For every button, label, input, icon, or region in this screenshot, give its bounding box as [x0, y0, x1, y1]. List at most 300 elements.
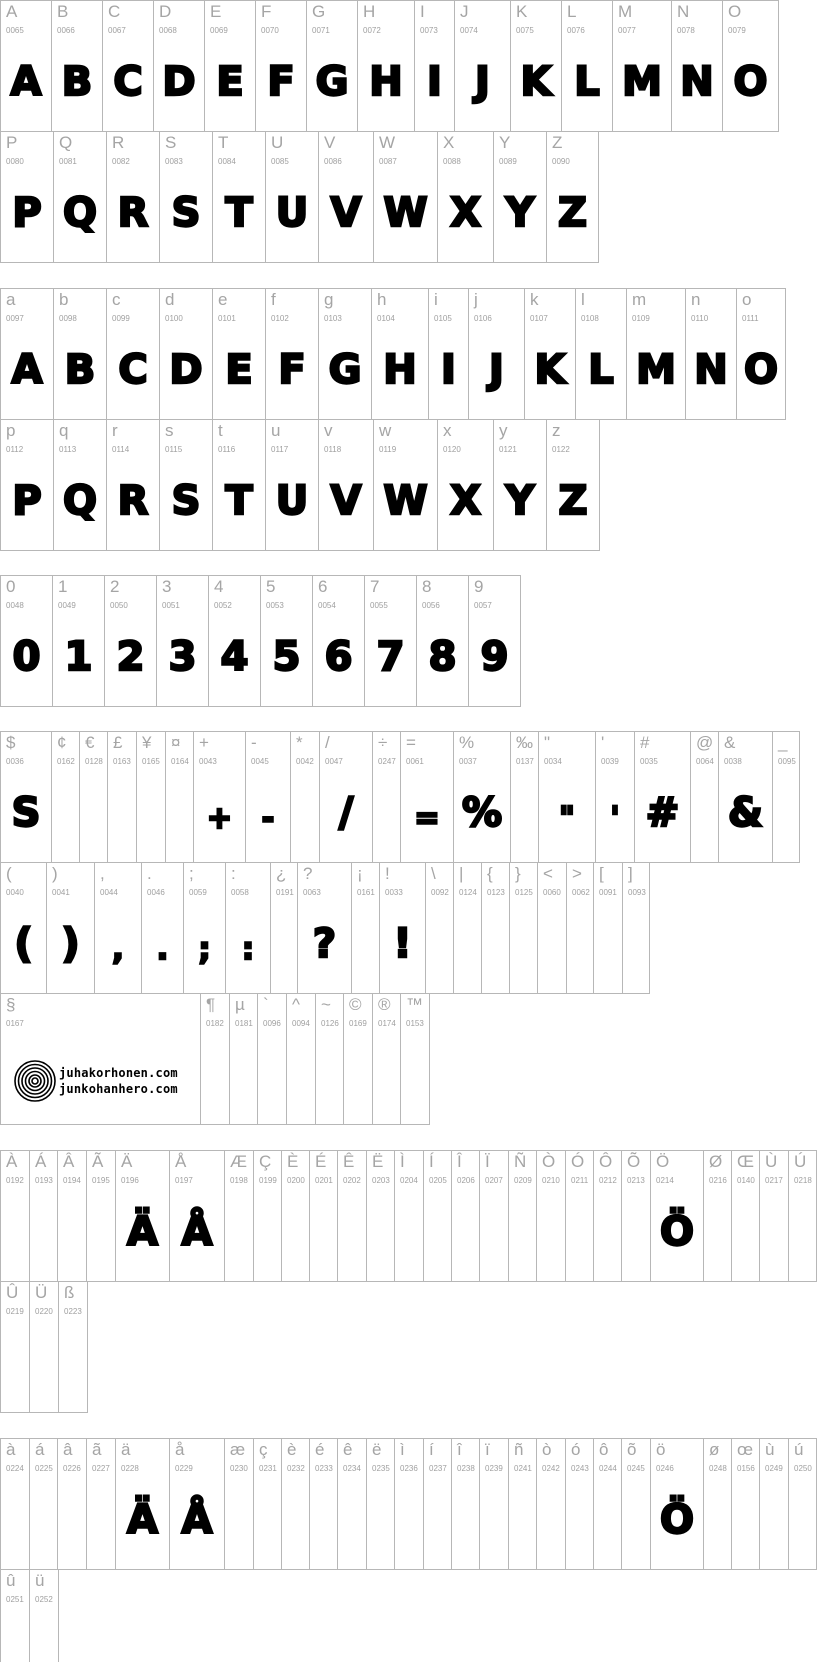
- glyph-code-label: 0119: [379, 445, 397, 454]
- glyph-character-label: ç: [259, 1440, 268, 1459]
- glyph-code-label: 0205: [429, 1176, 447, 1185]
- glyph-cell: [565, 1150, 594, 1282]
- glyph-character-label: j: [474, 290, 478, 309]
- glyph-cell: [193, 731, 246, 863]
- glyph-cell: [759, 1438, 789, 1570]
- glyph-code-label: 0206: [457, 1176, 475, 1185]
- glyph-cell: [379, 862, 426, 994]
- glyph-code-label: 0087: [379, 157, 397, 166]
- glyph-cell: [106, 131, 160, 263]
- glyph-character-label: Á: [35, 1152, 47, 1171]
- glyph-code-label: 0212: [599, 1176, 617, 1185]
- glyph-cell: [437, 419, 494, 551]
- glyph-cell: [372, 993, 401, 1125]
- glyph-cell: [575, 288, 627, 420]
- glyph-code-label: 0156: [737, 1464, 755, 1473]
- glyph-cell: [318, 131, 374, 263]
- glyph-cell: [159, 288, 213, 420]
- glyph-character-label: I: [420, 2, 425, 21]
- glyph-code-label: 0248: [709, 1464, 727, 1473]
- glyph-character-label: ¥: [142, 733, 152, 752]
- glyph-character-label: b: [59, 290, 69, 309]
- glyph-code-label: 0070: [261, 26, 279, 35]
- glyph-character-label: F: [261, 2, 272, 21]
- glyph-character-label: ;: [189, 864, 194, 883]
- glyph-cell: [212, 288, 266, 420]
- glyph-preview: M: [622, 59, 662, 105]
- glyph-cell: [318, 288, 372, 420]
- vinyl-record-icon: [13, 1059, 57, 1103]
- glyph-cell: [309, 1438, 338, 1570]
- glyph-character-label: ¡: [357, 864, 363, 883]
- glyph-character-label: f: [271, 290, 276, 309]
- glyph-cell: [343, 993, 373, 1125]
- glyph-character-label: |: [459, 864, 464, 883]
- glyph-preview: S: [171, 190, 201, 236]
- glyph-character-label: W: [379, 133, 396, 152]
- glyph-code-label: 0093: [628, 888, 646, 897]
- glyph-cell: [621, 1438, 651, 1570]
- glyph-preview: 7: [376, 634, 405, 680]
- glyph-cell: [225, 862, 271, 994]
- glyph-cell: [57, 1438, 87, 1570]
- glyph-character-label: c: [112, 290, 121, 309]
- glyph-code-label: 0117: [271, 445, 289, 454]
- glyph-code-label: 0053: [266, 601, 284, 610]
- glyph-preview: Ä: [127, 1497, 158, 1543]
- glyph-code-label: 0162: [57, 757, 75, 766]
- glyph-preview: Q: [62, 478, 97, 524]
- glyph-cell: [454, 0, 511, 132]
- glyph-code-label: 0061: [406, 757, 424, 766]
- glyph-preview: V: [330, 478, 362, 524]
- glyph-character-label: k: [530, 290, 539, 309]
- glyph-character-label: ù: [765, 1440, 775, 1459]
- glyph-character-label: Ô: [599, 1152, 613, 1171]
- glyph-code-label: 0033: [385, 888, 403, 897]
- glyph-cell: [265, 419, 319, 551]
- glyph-cell: [29, 1150, 58, 1282]
- glyph-cell: [510, 0, 562, 132]
- glyph-code-label: 0226: [63, 1464, 81, 1473]
- glyph-character-label: x: [443, 421, 452, 440]
- glyph-code-label: 0236: [400, 1464, 418, 1473]
- glyph-code-label: 0040: [6, 888, 24, 897]
- glyph-character-label: 2: [110, 577, 120, 596]
- glyph-code-label: 0052: [214, 601, 232, 610]
- glyph-character-label: a: [6, 290, 16, 309]
- glyph-code-label: 0066: [57, 26, 75, 35]
- glyph-character-label: R: [112, 133, 125, 152]
- glyph-preview: N: [694, 347, 728, 393]
- glyph-code-label: 0038: [724, 757, 742, 766]
- glyph-character-label: d: [165, 290, 175, 309]
- glyph-code-label: 0077: [618, 26, 636, 35]
- glyph-character-label: }: [515, 864, 521, 883]
- glyph-character-label: P: [6, 133, 18, 152]
- glyph-preview: .: [156, 932, 169, 967]
- glyph-character-label: ]: [628, 864, 633, 883]
- glyph-preview: E: [216, 59, 244, 105]
- glyph-code-label: 0198: [230, 1176, 248, 1185]
- glyph-cell: [373, 131, 438, 263]
- glyph-cell: [79, 731, 108, 863]
- glyph-cell: [371, 288, 429, 420]
- glyph-character-label: ü: [35, 1571, 45, 1590]
- glyph-code-label: 0057: [474, 601, 492, 610]
- glyph-cell: [58, 1281, 88, 1413]
- glyph-character-label: @: [696, 733, 714, 752]
- glyph-cell: [29, 1438, 58, 1570]
- glyph-cell: [508, 1438, 537, 1570]
- glyph-preview: Z: [557, 190, 587, 236]
- glyph-character-label: ¿: [276, 864, 287, 883]
- glyph-code-label: 0223: [64, 1307, 82, 1316]
- glyph-code-label: 0067: [108, 26, 126, 35]
- glyph-code-label: 0075: [516, 26, 534, 35]
- glyph-character-label: *: [296, 733, 303, 752]
- glyph-code-label: 0095: [778, 757, 796, 766]
- glyph-cell: [372, 731, 401, 863]
- glyph-code-label: 0115: [165, 445, 183, 454]
- glyph-preview: F: [278, 347, 306, 393]
- glyph-cell: [53, 419, 107, 551]
- glyph-character-label: ø: [709, 1440, 720, 1459]
- glyph-code-label: 0074: [460, 26, 478, 35]
- glyph-cell: [255, 0, 307, 132]
- glyph-code-label: 0220: [35, 1307, 53, 1316]
- glyph-preview: +: [206, 801, 233, 836]
- glyph-cell: [593, 862, 623, 994]
- glyph-cell: [634, 731, 691, 863]
- glyph-cell: [204, 0, 256, 132]
- glyph-cell: [0, 731, 52, 863]
- glyph-code-label: 0165: [142, 757, 160, 766]
- glyph-preview: I: [441, 347, 456, 393]
- glyph-character-label: Ó: [571, 1152, 585, 1171]
- designer-logo: [13, 1059, 193, 1105]
- glyph-cell: [593, 1438, 622, 1570]
- glyph-preview: C: [118, 347, 148, 393]
- glyph-preview: 3: [168, 634, 197, 680]
- glyph-code-label: 0096: [263, 1019, 281, 1028]
- glyph-cell: [318, 419, 374, 551]
- glyph-code-label: 0234: [343, 1464, 361, 1473]
- glyph-code-label: 0192: [6, 1176, 24, 1185]
- glyph-character-label: à: [6, 1440, 16, 1459]
- glyph-character-label: ï: [485, 1440, 490, 1459]
- glyph-cell: [423, 1438, 452, 1570]
- glyph-code-label: 0036: [6, 757, 24, 766]
- glyph-character-label: [: [599, 864, 604, 883]
- glyph-code-label: 0191: [276, 888, 294, 897]
- glyph-character-label: M: [618, 2, 633, 21]
- glyph-character-label: ¤: [171, 733, 181, 752]
- glyph-character-label: Å: [175, 1152, 187, 1171]
- glyph-preview: Ö: [659, 1209, 694, 1255]
- glyph-character-label: æ: [230, 1440, 246, 1459]
- glyph-code-label: 0200: [287, 1176, 305, 1185]
- glyph-cell: [159, 131, 213, 263]
- glyph-cell: [102, 0, 154, 132]
- glyph-code-label: 0072: [363, 26, 381, 35]
- logo-url-1: juhakorhonen.com: [59, 1066, 178, 1080]
- glyph-character-label: ë: [372, 1440, 382, 1459]
- glyph-cell: [366, 1438, 395, 1570]
- glyph-code-label: 0100: [165, 314, 183, 323]
- glyph-character-label: ¢: [57, 733, 67, 752]
- glyph-character-label: Î: [457, 1152, 462, 1171]
- glyph-cell: [622, 862, 650, 994]
- glyph-character-label: ú: [794, 1440, 804, 1459]
- glyph-cell: [524, 288, 576, 420]
- glyph-cell: [373, 419, 438, 551]
- glyph-code-label: 0217: [765, 1176, 783, 1185]
- glyph-cell: [169, 1438, 225, 1570]
- glyph-preview: #: [645, 790, 680, 836]
- glyph-character-label: J: [460, 2, 469, 21]
- glyph-code-label: 0046: [147, 888, 165, 897]
- glyph-character-label: i: [434, 290, 438, 309]
- glyph-cell: [315, 993, 344, 1125]
- glyph-cell: [253, 1150, 282, 1282]
- glyph-preview: Ö: [659, 1497, 694, 1543]
- glyph-cell: [479, 1150, 509, 1282]
- glyph-code-label: 0079: [728, 26, 746, 35]
- glyph-preview: 1: [64, 634, 93, 680]
- glyph-preview: 5: [272, 634, 301, 680]
- glyph-cell: [703, 1150, 732, 1282]
- glyph-character-label: À: [6, 1152, 18, 1171]
- glyph-cell: [722, 0, 779, 132]
- glyph-code-label: 0251: [6, 1595, 24, 1604]
- glyph-cell: [772, 731, 800, 863]
- glyph-cell: [595, 731, 635, 863]
- glyph-character-label: >: [572, 864, 582, 883]
- glyph-code-label: 0247: [378, 757, 396, 766]
- glyph-character-label: :: [231, 864, 236, 883]
- glyph-character-label: ': [601, 733, 605, 752]
- glyph-code-label: 0246: [656, 1464, 674, 1473]
- glyph-code-label: 0230: [230, 1464, 248, 1473]
- glyph-preview: :: [242, 932, 254, 967]
- glyph-character-label: 8: [422, 577, 432, 596]
- glyph-character-label: â: [63, 1440, 73, 1459]
- glyph-cell: [136, 731, 166, 863]
- glyph-character-label: ¶: [206, 995, 216, 1014]
- glyph-cell: [718, 731, 773, 863]
- glyph-code-label: 0163: [113, 757, 131, 766]
- glyph-character-label: ,: [100, 864, 105, 883]
- glyph-preview: F: [267, 59, 295, 105]
- glyph-preview: Å: [181, 1209, 213, 1255]
- glyph-code-label: 0218: [794, 1176, 812, 1185]
- glyph-preview: ;: [198, 932, 211, 967]
- glyph-cell: [759, 1150, 789, 1282]
- glyph-preview: 0: [12, 634, 41, 680]
- glyph-character-label: ì: [400, 1440, 405, 1459]
- glyph-character-label: ê: [343, 1440, 353, 1459]
- glyph-cell: [29, 1569, 59, 1662]
- glyph-preview: ): [61, 921, 80, 967]
- glyph-cell: [52, 575, 105, 707]
- glyph-character-label: Y: [499, 133, 511, 152]
- glyph-preview: !: [393, 921, 412, 967]
- glyph-cell: [156, 575, 209, 707]
- glyph-code-label: 0047: [325, 757, 343, 766]
- glyph-code-label: 0113: [59, 445, 77, 454]
- glyph-cell: [561, 0, 613, 132]
- glyph-code-label: 0049: [58, 601, 76, 610]
- glyph-preview: 6: [324, 634, 353, 680]
- glyph-character-label: ñ: [514, 1440, 524, 1459]
- glyph-cell: [650, 1150, 704, 1282]
- glyph-cell: [57, 1150, 87, 1282]
- glyph-character-label: l: [581, 290, 585, 309]
- glyph-code-label: 0108: [581, 314, 599, 323]
- glyph-character-label: Ù: [765, 1152, 778, 1171]
- glyph-code-label: 0116: [218, 445, 236, 454]
- glyph-code-label: 0071: [312, 26, 330, 35]
- glyph-cell: [650, 1438, 704, 1570]
- glyph-code-label: 0109: [632, 314, 650, 323]
- glyph-cell: [286, 993, 316, 1125]
- glyph-cell: [538, 731, 596, 863]
- glyph-character-label: Ø: [709, 1152, 723, 1171]
- glyph-code-label: 0105: [434, 314, 452, 323]
- glyph-character-label: 1: [58, 577, 68, 596]
- glyph-code-label: 0161: [357, 888, 375, 897]
- glyph-code-label: 0082: [112, 157, 130, 166]
- glyph-character-label: (: [6, 864, 12, 883]
- glyph-code-label: 0196: [121, 1176, 139, 1185]
- glyph-cell: [536, 1150, 566, 1282]
- glyph-cell: [546, 419, 600, 551]
- glyph-character-label: ó: [571, 1440, 581, 1459]
- glyph-code-label: 0051: [162, 601, 180, 610]
- glyph-cell: [685, 288, 737, 420]
- glyph-preview: X: [450, 190, 481, 236]
- glyph-cell: [51, 731, 80, 863]
- glyph-character-label: /: [325, 733, 330, 752]
- glyph-code-label: 0076: [567, 26, 585, 35]
- glyph-code-label: 0199: [259, 1176, 277, 1185]
- glyph-code-label: 0201: [315, 1176, 333, 1185]
- glyph-code-label: 0063: [303, 888, 321, 897]
- glyph-preview: %: [461, 790, 503, 836]
- glyph-character-label: ): [52, 864, 58, 883]
- glyph-character-label: È: [287, 1152, 299, 1171]
- glyph-code-label: 0094: [292, 1019, 310, 1028]
- glyph-preview: /: [338, 790, 354, 836]
- glyph-code-label: 0224: [6, 1464, 24, 1473]
- glyph-cell: [257, 993, 287, 1125]
- glyph-code-label: 0182: [206, 1019, 224, 1028]
- glyph-character-label: û: [6, 1571, 16, 1590]
- glyph-code-label: 0042: [296, 757, 314, 766]
- glyph-code-label: 0097: [6, 314, 24, 323]
- glyph-code-label: 0089: [499, 157, 517, 166]
- glyph-character-label: E: [210, 2, 222, 21]
- glyph-cell: [224, 1438, 254, 1570]
- glyph-preview: I: [427, 59, 442, 105]
- glyph-preview: (: [14, 921, 33, 967]
- glyph-cell: [270, 862, 298, 994]
- glyph-preview: U: [275, 478, 309, 524]
- glyph-character-label: ^: [292, 995, 300, 1014]
- glyph-preview: B: [61, 59, 93, 105]
- glyph-code-label: 0164: [171, 757, 189, 766]
- glyph-code-label: 0239: [485, 1464, 503, 1473]
- glyph-character-label: ©: [349, 995, 362, 1014]
- glyph-character-label: Ö: [656, 1152, 670, 1171]
- glyph-cell: [104, 575, 157, 707]
- glyph-character-label: O: [728, 2, 742, 21]
- glyph-cell: [29, 1281, 59, 1413]
- glyph-character-label: S: [165, 133, 177, 152]
- glyph-code-label: 0245: [627, 1464, 645, 1473]
- glyph-code-label: 0219: [6, 1307, 24, 1316]
- glyph-cell: [364, 575, 417, 707]
- glyph-cell: [468, 288, 525, 420]
- glyph-code-label: 0228: [121, 1464, 139, 1473]
- glyph-preview: ?: [312, 921, 337, 967]
- glyph-cell: [788, 1438, 817, 1570]
- glyph-preview: O: [743, 347, 778, 393]
- glyph-cell: [671, 0, 723, 132]
- glyph-character-label: -: [251, 733, 257, 752]
- glyph-code-label: 0088: [443, 157, 461, 166]
- glyph-code-label: 0111: [742, 314, 759, 323]
- glyph-cell: [731, 1438, 760, 1570]
- glyph-character-label: K: [516, 2, 528, 21]
- glyph-preview: L: [574, 59, 600, 105]
- glyph-code-label: 0064: [696, 757, 714, 766]
- glyph-code-label: 0250: [794, 1464, 812, 1473]
- glyph-character-label: Û: [6, 1283, 19, 1302]
- glyph-code-label: 0169: [349, 1019, 367, 1028]
- glyph-character-label: 5: [266, 577, 276, 596]
- glyph-character-label: C: [108, 2, 121, 21]
- glyph-character-label: V: [324, 133, 336, 152]
- glyph-cell: [394, 1150, 424, 1282]
- glyph-character-label: h: [377, 290, 387, 309]
- glyph-preview: -: [261, 801, 275, 836]
- glyph-preview: M: [636, 347, 676, 393]
- glyph-character-label: ß: [64, 1283, 75, 1302]
- glyph-code-label: 0153: [406, 1019, 424, 1028]
- glyph-code-label: 0037: [459, 757, 477, 766]
- glyph-cell: [400, 993, 430, 1125]
- glyph-code-label: 0099: [112, 314, 130, 323]
- glyph-code-label: 0194: [63, 1176, 81, 1185]
- glyph-code-label: 0252: [35, 1595, 53, 1604]
- glyph-character-label: 6: [318, 577, 328, 596]
- glyph-cell: [265, 288, 319, 420]
- glyph-code-label: 0128: [85, 757, 103, 766]
- glyph-cell: [479, 1438, 509, 1570]
- glyph-cell: [281, 1438, 310, 1570]
- glyph-character-label: Q: [59, 133, 73, 152]
- glyph-cell: [319, 731, 373, 863]
- glyph-preview: R: [117, 478, 149, 524]
- glyph-code-label: 0062: [572, 888, 590, 897]
- glyph-cell: [0, 0, 52, 132]
- glyph-preview: 9: [480, 634, 509, 680]
- glyph-character-label: B: [57, 2, 69, 21]
- glyph-preview: H: [369, 59, 403, 105]
- glyph-cell: [416, 575, 469, 707]
